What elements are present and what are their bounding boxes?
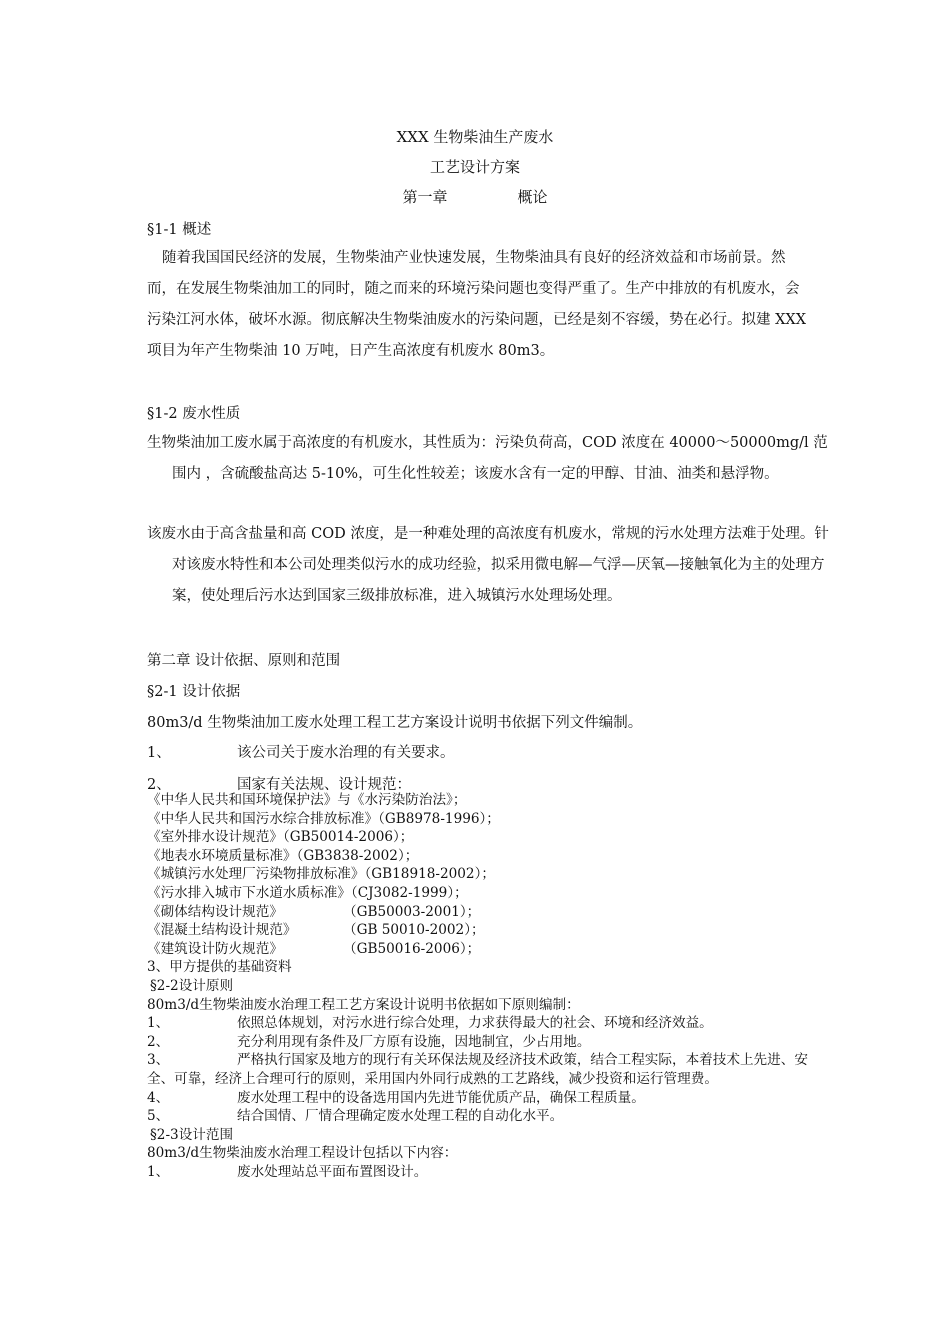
regulation-item: 《中华人民共和国环境保护法》与《水污染防治法》； (147, 792, 467, 808)
regulation-item: 《城镇污水处理厂污染物排放标准》（GB18918-2002）； (147, 866, 495, 883)
basis-item-2-text: 国家有关法规、设计规范： (237, 777, 411, 793)
chapter-2-heading: 第二章 设计依据、原则和范围 (147, 653, 341, 669)
regulation-code: （GB 50010-2002）； (343, 922, 485, 939)
document-subtitle: 工艺设计方案 (429, 158, 520, 176)
regulations-list (147, 791, 812, 1181)
regulation-name: 《砌体结构设计规范》 (147, 903, 283, 920)
chapter-1-heading (0, 186, 950, 207)
principle-item-number: 3、 (147, 1052, 170, 1069)
scope-item-text: 废水处理站总平面布置图设计。 (237, 1163, 428, 1180)
principle-item-number: 4、 (147, 1089, 170, 1106)
regulation-item (147, 903, 812, 922)
chapter-1-name: 概论 (517, 188, 548, 206)
principle-item-text: 依照总体规划，对污水进行综合处理，力求获得最大的社会、环境和经济效益。 (237, 1015, 713, 1032)
section-2-2-heading: §2-2设计原则 (150, 977, 234, 994)
basis-item-1-number: 1、 (147, 745, 171, 761)
regulation-name: 《建筑设计防火规范》 (147, 940, 283, 957)
document-title: XXX 生物柴油生产废水 (396, 128, 554, 146)
principle-item-2 (147, 1033, 812, 1052)
regulation-code: （GB50003-2001）； (343, 903, 481, 920)
scope-item-number: 1、 (147, 1163, 170, 1180)
basis-item-1 (147, 741, 455, 762)
principle-item-4 (147, 1089, 812, 1108)
principle-item-text: 废水处理工程中的设备选用国内先进节能优质产品，确保工程质量。 (237, 1089, 645, 1106)
principle-item-1 (147, 1014, 812, 1033)
principle-item-3 (147, 1051, 812, 1088)
section-1-2-paragraph-1: 生物柴油加工废水属于高浓度的有机废水，其性质为：污染负荷高，COD 浓度在 40000～50000mg/l 范围内 ，含硫酸盐高达 5-10%，可生化性较差；该废水含有一定的甲醇、甘油、油类和悬浮物。 (147, 435, 828, 482)
regulation-item: 《地表水环境质量标准》（GB3838-2002）； (147, 847, 419, 864)
section-1-2-heading: §1-2 废水性质 (147, 406, 241, 422)
principle-item-text: 结合国情、厂情合理确定废水处理工程的自动化水平。 (237, 1108, 564, 1125)
section-1-2-paragraph-2: 该废水由于高含盐量和高 COD 浓度，是一种难处理的高浓度有机废水，常规的污水处理方法难于处理。针对该废水特性和本公司处理类似污水的成功经验，拟采用微电解—气浮—厌氧—接触氧化为主的处理方案，使处理后污水达到国家三级排放标准，进入城镇污水处理场处理。 (147, 526, 829, 604)
basis-item-3: 3、甲方提供的基础资料 (147, 959, 292, 976)
section-2-2-intro: 80m3/d生物柴油废水治理工程工艺方案设计说明书依据如下原则编制： (147, 996, 580, 1013)
regulation-item (147, 921, 812, 940)
regulation-item: 《中华人民共和国污水综合排放标准》（GB8978-1996）； (147, 810, 500, 827)
section-2-1-intro: 80m3/d 生物柴油加工废水处理工程工艺方案设计说明书依据下列文件编制。 (147, 715, 643, 731)
regulation-item: 《污水排入城市下水道水质标准》（CJ3082-1999）； (147, 884, 468, 901)
scope-item-1 (147, 1163, 812, 1182)
regulation-name: 《混凝土结构设计规范》 (147, 922, 297, 939)
section-2-3-intro: 80m3/d生物柴油废水治理工程设计包括以下内容： (147, 1145, 458, 1162)
basis-item-2-number: 2、 (147, 777, 171, 793)
principle-item-number: 1、 (147, 1015, 170, 1032)
chapter-1-label: 第一章 (402, 188, 448, 206)
regulation-code: （GB50016-2006）； (343, 940, 481, 957)
basis-item-1-text: 该公司关于废水治理的有关要求。 (237, 745, 455, 761)
section-2-3-heading: §2-3设计范围 (150, 1126, 234, 1143)
section-1-1-paragraph: 随着我国国民经济的发展，生物柴油产业快速发展，生物柴油具有良好的经济效益和市场前景。然而，在发展生物柴油加工的同时，随之而来的环境污染问题也变得严重了。生产中排放的有机废水，会污染江河水体，破坏水源。彻底解决生物柴油废水的污染问题，已经是刻不容缓，势在必行。拟建 XXX 项目为年产生物柴油 10 万吨，日产生高浓度有机废水 80m3。 (147, 250, 807, 359)
section-2-1-heading: §2-1 设计依据 (147, 684, 241, 700)
principle-item-number: 5、 (147, 1108, 170, 1125)
principle-item-5 (147, 1107, 812, 1126)
regulation-item (147, 940, 812, 959)
section-1-1-heading: §1-1 概述 (147, 222, 212, 238)
principle-item-text: 充分利用现有条件及厂方原有设施，因地制宜，少占用地。 (237, 1033, 591, 1050)
principle-item-number: 2、 (147, 1033, 170, 1050)
regulation-item: 《室外排水设计规范》（GB50014-2006）； (147, 829, 414, 846)
principle-item-text: 严格执行国家及地方的现行有关环保法规及经济技术政策，结合工程实际，本着技术上先进、安全、可靠，经济上合理可行的原则，采用国内外同行成熟的工艺路线，减少投资和运行管理费。 (147, 1052, 808, 1087)
